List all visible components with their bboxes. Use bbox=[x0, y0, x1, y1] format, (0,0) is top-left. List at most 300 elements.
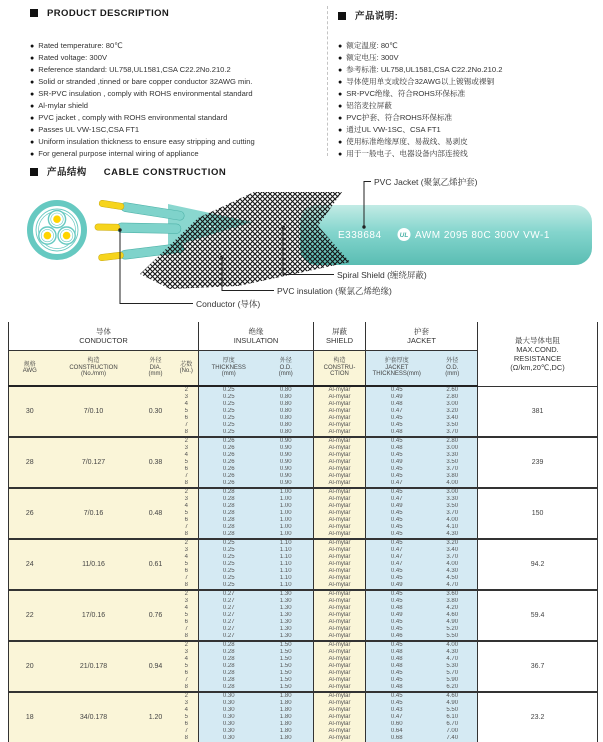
cores-cell: 3 bbox=[175, 547, 199, 554]
ins-od-cell: 0.90 bbox=[259, 459, 314, 466]
ins-od-cell: 1.30 bbox=[259, 598, 314, 605]
construction-cell: 7/0.10 bbox=[51, 386, 137, 437]
ins-thickness-cell: 0.30 bbox=[199, 707, 259, 714]
shield-construction-cell: Al-mylar bbox=[314, 437, 366, 445]
jacket-thickness-cell: 0.45 bbox=[366, 626, 428, 633]
cores-cell: 7 bbox=[175, 626, 199, 633]
jacket-od-cell: 2.80 bbox=[428, 437, 478, 445]
jacket-od-cell: 3.50 bbox=[428, 459, 478, 466]
jacket-thickness-cell: 0.45 bbox=[366, 531, 428, 539]
bullet-item bbox=[30, 148, 255, 160]
bullet-text: Rated voltage: 300V bbox=[38, 53, 108, 62]
shield-construction-cell: Al-mylar bbox=[314, 656, 366, 663]
ins-thickness-cell: 0.28 bbox=[199, 656, 259, 663]
jacket-thickness-cell: 0.49 bbox=[366, 612, 428, 619]
ins-od-cell: 1.30 bbox=[259, 633, 314, 641]
jacket-thickness-cell: 0.49 bbox=[366, 582, 428, 590]
ins-thickness-cell: 0.26 bbox=[199, 445, 259, 452]
product-notes-title bbox=[338, 8, 398, 22]
section-marker-icon bbox=[30, 9, 38, 17]
product-description-title-text: PRODUCT DESCRIPTION bbox=[47, 8, 170, 19]
column-header-awg: 规格 AWG bbox=[9, 351, 51, 387]
dia-cell: 0.61 bbox=[137, 539, 175, 590]
ins-od-cell: 0.80 bbox=[259, 386, 314, 394]
ins-thickness-cell: 0.28 bbox=[199, 677, 259, 684]
bullet-item bbox=[30, 40, 255, 52]
ins-thickness-cell: 0.27 bbox=[199, 590, 259, 598]
dia-cell: 0.48 bbox=[137, 488, 175, 539]
shield-construction-cell: Al-mylar bbox=[314, 605, 366, 612]
jacket-print-spec: AWM 2095 80C 300V VW-1 bbox=[415, 230, 550, 241]
ins-thickness-cell: 0.28 bbox=[199, 510, 259, 517]
ins-thickness-cell: 0.25 bbox=[199, 568, 259, 575]
jacket-thickness-cell: 0.60 bbox=[366, 721, 428, 728]
callout-conductor-label: Conductor (导体) bbox=[196, 299, 261, 309]
cores-cell: 7 bbox=[175, 728, 199, 735]
shield-construction-cell: Al-mylar bbox=[314, 386, 366, 394]
group-header-insulation: 绝缘 INSULATION bbox=[199, 322, 314, 351]
shield-construction-cell: Al-mylar bbox=[314, 480, 366, 488]
shield-construction-cell: Al-mylar bbox=[314, 394, 366, 401]
bullet-item bbox=[30, 64, 255, 76]
bullet-text: Passes UL VW-1SC,CSA FT1 bbox=[38, 125, 140, 134]
construction-cell: 7/0.16 bbox=[51, 488, 137, 539]
jacket-od-cell: 5.20 bbox=[428, 626, 478, 633]
ins-thickness-cell: 0.28 bbox=[199, 649, 259, 656]
conductor-dot bbox=[53, 215, 61, 223]
shield-construction-cell: Al-mylar bbox=[314, 488, 366, 496]
ins-thickness-cell: 0.30 bbox=[199, 700, 259, 707]
ins-od-cell: 1.30 bbox=[259, 612, 314, 619]
cores-cell: 4 bbox=[175, 503, 199, 510]
bullet-icon: ● bbox=[338, 127, 343, 134]
ins-od-cell: 1.80 bbox=[259, 735, 314, 742]
jacket-thickness-cell: 0.48 bbox=[366, 429, 428, 437]
jacket-thickness-cell: 0.45 bbox=[366, 422, 428, 429]
jacket-thickness-cell: 0.45 bbox=[366, 466, 428, 473]
jacket-od-cell: 4.00 bbox=[428, 517, 478, 524]
jacket-od-cell: 3.70 bbox=[428, 554, 478, 561]
ins-thickness-cell: 0.28 bbox=[199, 641, 259, 649]
ins-od-cell: 1.00 bbox=[259, 531, 314, 539]
cores-cell: 4 bbox=[175, 452, 199, 459]
ins-thickness-cell: 0.27 bbox=[199, 633, 259, 641]
shield-construction-cell: Al-mylar bbox=[314, 641, 366, 649]
cores-cell: 3 bbox=[175, 496, 199, 503]
column-header-resistance: 最大导体电阻 MAX.COND. RESISTANCE (Ω/km,20℃,DC) bbox=[478, 322, 598, 386]
shield-construction-cell: Al-mylar bbox=[314, 473, 366, 480]
column-header-ins-od: 外径 O.D. (mm) bbox=[259, 351, 314, 387]
column-header-jacket-od: 外径 O.D. (mm) bbox=[428, 351, 478, 387]
jacket-thickness-cell: 0.45 bbox=[366, 386, 428, 394]
bullet-text: Solid or stranded ,tinned or bare copper conductor 32AWG min. bbox=[38, 77, 253, 86]
ins-thickness-cell: 0.27 bbox=[199, 626, 259, 633]
ins-od-cell: 1.10 bbox=[259, 582, 314, 590]
bullet-item bbox=[338, 100, 502, 112]
ins-thickness-cell: 0.28 bbox=[199, 531, 259, 539]
jacket-od-cell: 3.70 bbox=[428, 466, 478, 473]
jacket-od-cell: 4.20 bbox=[428, 605, 478, 612]
ins-thickness-cell: 0.25 bbox=[199, 582, 259, 590]
cores-cell: 6 bbox=[175, 466, 199, 473]
cores-cell: 5 bbox=[175, 459, 199, 466]
core-left bbox=[39, 227, 56, 244]
shield-construction-cell: Al-mylar bbox=[314, 684, 366, 692]
ins-thickness-cell: 0.28 bbox=[199, 517, 259, 524]
jacket-thickness-cell: 0.45 bbox=[366, 524, 428, 531]
awg-cell: 30 bbox=[9, 386, 51, 437]
jacket-thickness-cell: 0.45 bbox=[366, 488, 428, 496]
column-header-construction: 构造 CONSTRUCTION (No./mm) bbox=[51, 351, 137, 387]
cores-cell: 7 bbox=[175, 422, 199, 429]
jacket-thickness-cell: 0.47 bbox=[366, 408, 428, 415]
shield-construction-cell: Al-mylar bbox=[314, 663, 366, 670]
shield-construction-cell: Al-mylar bbox=[314, 677, 366, 684]
jacket-od-cell: 4.30 bbox=[428, 568, 478, 575]
bullet-icon: ● bbox=[30, 91, 35, 98]
awg-cell: 24 bbox=[9, 539, 51, 590]
cores-cell: 2 bbox=[175, 437, 199, 445]
jacket-thickness-cell: 0.47 bbox=[366, 480, 428, 488]
cores-cell: 6 bbox=[175, 619, 199, 626]
bullet-text: For general purpose internal wiring of appliance bbox=[38, 149, 199, 158]
cores-cell: 2 bbox=[175, 590, 199, 598]
cores-cell: 2 bbox=[175, 641, 199, 649]
cores-cell: 3 bbox=[175, 394, 199, 401]
jacket-thickness-cell: 0.45 bbox=[366, 700, 428, 707]
bullet-icon: ● bbox=[30, 115, 35, 122]
jacket-od-cell: 4.10 bbox=[428, 524, 478, 531]
awg-cell: 28 bbox=[9, 437, 51, 488]
jacket-thickness-cell: 0.45 bbox=[366, 437, 428, 445]
cores-cell: 4 bbox=[175, 554, 199, 561]
bullet-icon: ● bbox=[30, 103, 35, 110]
ins-thickness-cell: 0.28 bbox=[199, 684, 259, 692]
jacket-od-cell: 5.30 bbox=[428, 663, 478, 670]
spec-row bbox=[9, 641, 598, 649]
ins-thickness-cell: 0.30 bbox=[199, 735, 259, 742]
spec-table bbox=[8, 322, 598, 742]
shield-construction-cell: Al-mylar bbox=[314, 649, 366, 656]
awg-cell: 18 bbox=[9, 692, 51, 742]
group-header-jacket: 护套 JACKET bbox=[366, 322, 478, 351]
ins-thickness-cell: 0.30 bbox=[199, 692, 259, 700]
shield-construction-cell: Al-mylar bbox=[314, 445, 366, 452]
jacket-od-cell: 4.30 bbox=[428, 531, 478, 539]
jacket-print-ul-number: E338684 bbox=[338, 230, 382, 241]
cores-cell: 4 bbox=[175, 656, 199, 663]
ins-od-cell: 1.30 bbox=[259, 590, 314, 598]
jacket-thickness-cell: 0.45 bbox=[366, 575, 428, 582]
shield-construction-cell: Al-mylar bbox=[314, 415, 366, 422]
bullet-icon: ● bbox=[30, 127, 35, 134]
ins-od-cell: 1.80 bbox=[259, 728, 314, 735]
ins-thickness-cell: 0.26 bbox=[199, 480, 259, 488]
shield-construction-cell: Al-mylar bbox=[314, 524, 366, 531]
ins-od-cell: 1.80 bbox=[259, 692, 314, 700]
ins-thickness-cell: 0.30 bbox=[199, 728, 259, 735]
shield-construction-cell: Al-mylar bbox=[314, 503, 366, 510]
shield-construction-cell: Al-mylar bbox=[314, 735, 366, 742]
ins-od-cell: 0.80 bbox=[259, 401, 314, 408]
conductor-dot bbox=[63, 232, 71, 240]
jacket-thickness-cell: 0.45 bbox=[366, 670, 428, 677]
ins-od-cell: 1.50 bbox=[259, 670, 314, 677]
shield-construction-cell: Al-mylar bbox=[314, 707, 366, 714]
ins-od-cell: 0.80 bbox=[259, 415, 314, 422]
cores-cell: 6 bbox=[175, 721, 199, 728]
ins-od-cell: 0.80 bbox=[259, 408, 314, 415]
bullet-icon: ● bbox=[30, 79, 35, 86]
cores-cell: 8 bbox=[175, 480, 199, 488]
ins-od-cell: 1.10 bbox=[259, 554, 314, 561]
ins-thickness-cell: 0.25 bbox=[199, 408, 259, 415]
ins-thickness-cell: 0.27 bbox=[199, 612, 259, 619]
ins-od-cell: 1.10 bbox=[259, 547, 314, 554]
bullet-item bbox=[338, 124, 502, 136]
jacket-od-cell: 3.30 bbox=[428, 496, 478, 503]
ins-od-cell: 0.90 bbox=[259, 466, 314, 473]
ins-od-cell: 1.30 bbox=[259, 619, 314, 626]
dia-cell: 1.20 bbox=[137, 692, 175, 742]
jacket-od-cell: 3.40 bbox=[428, 415, 478, 422]
ins-thickness-cell: 0.27 bbox=[199, 598, 259, 605]
jacket-thickness-cell: 0.68 bbox=[366, 735, 428, 742]
shield-construction-cell: Al-mylar bbox=[314, 452, 366, 459]
bullet-item bbox=[30, 112, 255, 124]
jacket-thickness-cell: 0.45 bbox=[366, 473, 428, 480]
jacket-od-cell: 3.70 bbox=[428, 510, 478, 517]
construction-cell: 17/0.16 bbox=[51, 590, 137, 641]
ins-thickness-cell: 0.28 bbox=[199, 663, 259, 670]
bullet-item bbox=[30, 76, 255, 88]
conductor-dot bbox=[44, 232, 52, 240]
bullet-text: 额定温度: 80℃ bbox=[346, 41, 398, 50]
bullet-item bbox=[338, 52, 502, 64]
resistance-cell: 381 bbox=[531, 407, 544, 415]
jacket-od-cell: 3.70 bbox=[428, 429, 478, 437]
product-description-list bbox=[30, 40, 255, 160]
cores-cell: 8 bbox=[175, 531, 199, 539]
cores-cell: 6 bbox=[175, 517, 199, 524]
jacket-od-cell: 2.60 bbox=[428, 386, 478, 394]
jacket-thickness-cell: 0.64 bbox=[366, 728, 428, 735]
cores-cell: 6 bbox=[175, 415, 199, 422]
shield-construction-cell: Al-mylar bbox=[314, 721, 366, 728]
jacket-od-cell: 3.00 bbox=[428, 401, 478, 408]
cores-cell: 6 bbox=[175, 568, 199, 575]
ins-od-cell: 1.80 bbox=[259, 700, 314, 707]
shield-construction-cell: Al-mylar bbox=[314, 547, 366, 554]
ins-od-cell: 1.00 bbox=[259, 503, 314, 510]
jacket-od-cell: 3.40 bbox=[428, 547, 478, 554]
shield-construction-cell: Al-mylar bbox=[314, 670, 366, 677]
resistance-cell: 150 bbox=[478, 488, 598, 539]
resistance-cell: 239 bbox=[478, 437, 598, 488]
bullet-item bbox=[338, 148, 502, 160]
bullet-text: SR-PVC insulation , comply with ROHS environmental standard bbox=[38, 89, 253, 98]
jacket-thickness-cell: 0.45 bbox=[366, 452, 428, 459]
ins-od-cell: 0.90 bbox=[259, 445, 314, 452]
jacket-thickness-cell: 0.45 bbox=[366, 598, 428, 605]
column-divider bbox=[327, 6, 328, 156]
shield-construction-cell: Al-mylar bbox=[314, 582, 366, 590]
shield-construction-cell: Al-mylar bbox=[314, 517, 366, 524]
bullet-item bbox=[338, 40, 502, 52]
ins-od-cell: 1.50 bbox=[259, 663, 314, 670]
bullet-item bbox=[338, 76, 502, 88]
cable-cross-section bbox=[30, 203, 84, 257]
ins-od-cell: 1.30 bbox=[259, 605, 314, 612]
spec-row bbox=[9, 539, 598, 547]
jacket-thickness-cell: 0.47 bbox=[366, 561, 428, 568]
cores-cell: 8 bbox=[175, 735, 199, 742]
jacket-print bbox=[338, 228, 550, 241]
cores-cell: 8 bbox=[175, 633, 199, 641]
ins-thickness-cell: 0.25 bbox=[199, 394, 259, 401]
core-right bbox=[58, 227, 75, 244]
bullet-item bbox=[30, 124, 255, 136]
cores-cell: 3 bbox=[175, 598, 199, 605]
jacket-od-cell: 6.10 bbox=[428, 714, 478, 721]
shield-construction-cell: Al-mylar bbox=[314, 598, 366, 605]
ins-thickness-cell: 0.25 bbox=[199, 386, 259, 394]
column-header-shield-construction: 构造 CONSTRU- CTION bbox=[314, 351, 366, 387]
cores-cell: 7 bbox=[175, 677, 199, 684]
cores-cell: 8 bbox=[175, 684, 199, 692]
jacket-thickness-cell: 0.45 bbox=[366, 539, 428, 547]
ins-thickness-cell: 0.30 bbox=[199, 714, 259, 721]
spec-row bbox=[9, 488, 598, 496]
construction-cell: 7/0.127 bbox=[51, 437, 137, 488]
jacket-thickness-cell: 0.48 bbox=[366, 649, 428, 656]
cores-cell: 7 bbox=[175, 524, 199, 531]
callout-shield-label: Spiral Shield (缠绕屏蔽) bbox=[337, 270, 427, 280]
bullet-text: 用于一般电子、电器设备内部连接线 bbox=[346, 149, 468, 158]
bullet-text: 参考标准: UL758,UL1581,CSA C22.2No.210.2 bbox=[346, 65, 503, 74]
jacket-thickness-cell: 0.47 bbox=[366, 547, 428, 554]
jacket-od-cell: 5.50 bbox=[428, 633, 478, 641]
cores-cell: 5 bbox=[175, 612, 199, 619]
bullet-icon: ● bbox=[338, 151, 343, 158]
jacket-thickness-cell: 0.45 bbox=[366, 692, 428, 700]
shield-construction-cell: Al-mylar bbox=[314, 510, 366, 517]
bullet-item bbox=[338, 64, 502, 76]
jacket-thickness-cell: 0.49 bbox=[366, 459, 428, 466]
jacket-od-cell: 4.70 bbox=[428, 656, 478, 663]
awg-cell: 20 bbox=[9, 641, 51, 692]
spec-table-rows bbox=[9, 386, 598, 742]
jacket-thickness-cell: 0.48 bbox=[366, 684, 428, 692]
bullet-text: 使用标准绝缘厚度、易裁线、易剥皮 bbox=[346, 137, 468, 146]
jacket-od-cell: 2.80 bbox=[428, 394, 478, 401]
shield-construction-cell: Al-mylar bbox=[314, 714, 366, 721]
jacket-thickness-cell: 0.49 bbox=[366, 394, 428, 401]
shield-construction-cell: Al-mylar bbox=[314, 633, 366, 641]
jacket-od-cell: 4.60 bbox=[428, 692, 478, 700]
product-description-title bbox=[30, 8, 169, 19]
ins-od-cell: 1.50 bbox=[259, 677, 314, 684]
jacket-od-cell: 3.80 bbox=[428, 598, 478, 605]
bullet-text: Al-mylar shield bbox=[38, 101, 89, 110]
shield-construction-cell: Al-mylar bbox=[314, 575, 366, 582]
jacket-od-cell: 3.00 bbox=[428, 488, 478, 496]
ins-thickness-cell: 0.25 bbox=[199, 539, 259, 547]
jacket-od-cell: 4.30 bbox=[428, 649, 478, 656]
shield-construction-cell: Al-mylar bbox=[314, 626, 366, 633]
jacket-thickness-cell: 0.43 bbox=[366, 707, 428, 714]
jacket-thickness-cell: 0.45 bbox=[366, 641, 428, 649]
jacket-thickness-cell: 0.45 bbox=[366, 510, 428, 517]
core-top bbox=[48, 211, 65, 228]
construction-title-cn: 产品结构 bbox=[47, 167, 87, 178]
cores-cell: 2 bbox=[175, 488, 199, 496]
ins-od-cell: 1.10 bbox=[259, 539, 314, 547]
ins-thickness-cell: 0.25 bbox=[199, 547, 259, 554]
cores-cell: 2 bbox=[175, 386, 199, 394]
bullet-item bbox=[338, 136, 502, 148]
bullet-icon: ● bbox=[30, 67, 35, 74]
jacket-thickness-cell: 0.48 bbox=[366, 663, 428, 670]
construction-cell: 21/0.178 bbox=[51, 641, 137, 692]
product-notes-list bbox=[338, 40, 502, 160]
group-header-conductor: 导体 CONDUCTOR bbox=[9, 322, 199, 351]
ins-od-cell: 1.00 bbox=[259, 488, 314, 496]
dia-cell: 0.38 bbox=[137, 437, 175, 488]
bullet-icon: ● bbox=[338, 79, 343, 86]
jacket-od-cell: 4.00 bbox=[428, 480, 478, 488]
ins-thickness-cell: 0.28 bbox=[199, 524, 259, 531]
resistance-cell: 59.4 bbox=[478, 590, 598, 641]
shield-construction-cell: Al-mylar bbox=[314, 619, 366, 626]
ins-thickness-cell: 0.28 bbox=[199, 496, 259, 503]
ins-thickness-cell: 0.26 bbox=[199, 473, 259, 480]
product-notes-title-text: 产品说明: bbox=[355, 11, 399, 22]
ins-thickness-cell: 0.25 bbox=[199, 561, 259, 568]
bullet-item bbox=[30, 136, 255, 148]
column-header-jacket-thickness: 护套厚度 JACKET THICKNESS(mm) bbox=[366, 351, 428, 387]
ins-od-cell: 1.00 bbox=[259, 496, 314, 503]
ins-od-cell: 1.10 bbox=[259, 561, 314, 568]
spec-row bbox=[9, 590, 598, 598]
ins-od-cell: 0.80 bbox=[259, 422, 314, 429]
shield-construction-cell: Al-mylar bbox=[314, 496, 366, 503]
shield-construction-cell: Al-mylar bbox=[314, 692, 366, 700]
awg-cell: 26 bbox=[9, 488, 51, 539]
ins-thickness-cell: 0.30 bbox=[199, 721, 259, 728]
jacket-od-cell: 6.70 bbox=[428, 721, 478, 728]
jacket-od-cell: 4.00 bbox=[428, 641, 478, 649]
bullet-item bbox=[30, 52, 255, 64]
jacket-thickness-cell: 0.45 bbox=[366, 517, 428, 524]
spec-row bbox=[9, 437, 598, 445]
ins-thickness-cell: 0.25 bbox=[199, 422, 259, 429]
shield-construction-cell: Al-mylar bbox=[314, 590, 366, 598]
construction-cell: 34/0.178 bbox=[51, 692, 137, 742]
construction-cell: 11/0.16 bbox=[51, 539, 137, 590]
shield-construction-cell: Al-mylar bbox=[314, 568, 366, 575]
jacket-thickness-cell: 0.48 bbox=[366, 656, 428, 663]
bullet-icon: ● bbox=[338, 91, 343, 98]
jacket-thickness-cell: 0.46 bbox=[366, 633, 428, 641]
ins-od-cell: 1.00 bbox=[259, 524, 314, 531]
dia-cell: 0.76 bbox=[137, 590, 175, 641]
ins-od-cell: 1.80 bbox=[259, 721, 314, 728]
bullet-item bbox=[30, 100, 255, 112]
shield-construction-cell: Al-mylar bbox=[314, 561, 366, 568]
bullet-icon: ● bbox=[338, 43, 343, 50]
jacket-od-cell: 4.50 bbox=[428, 575, 478, 582]
